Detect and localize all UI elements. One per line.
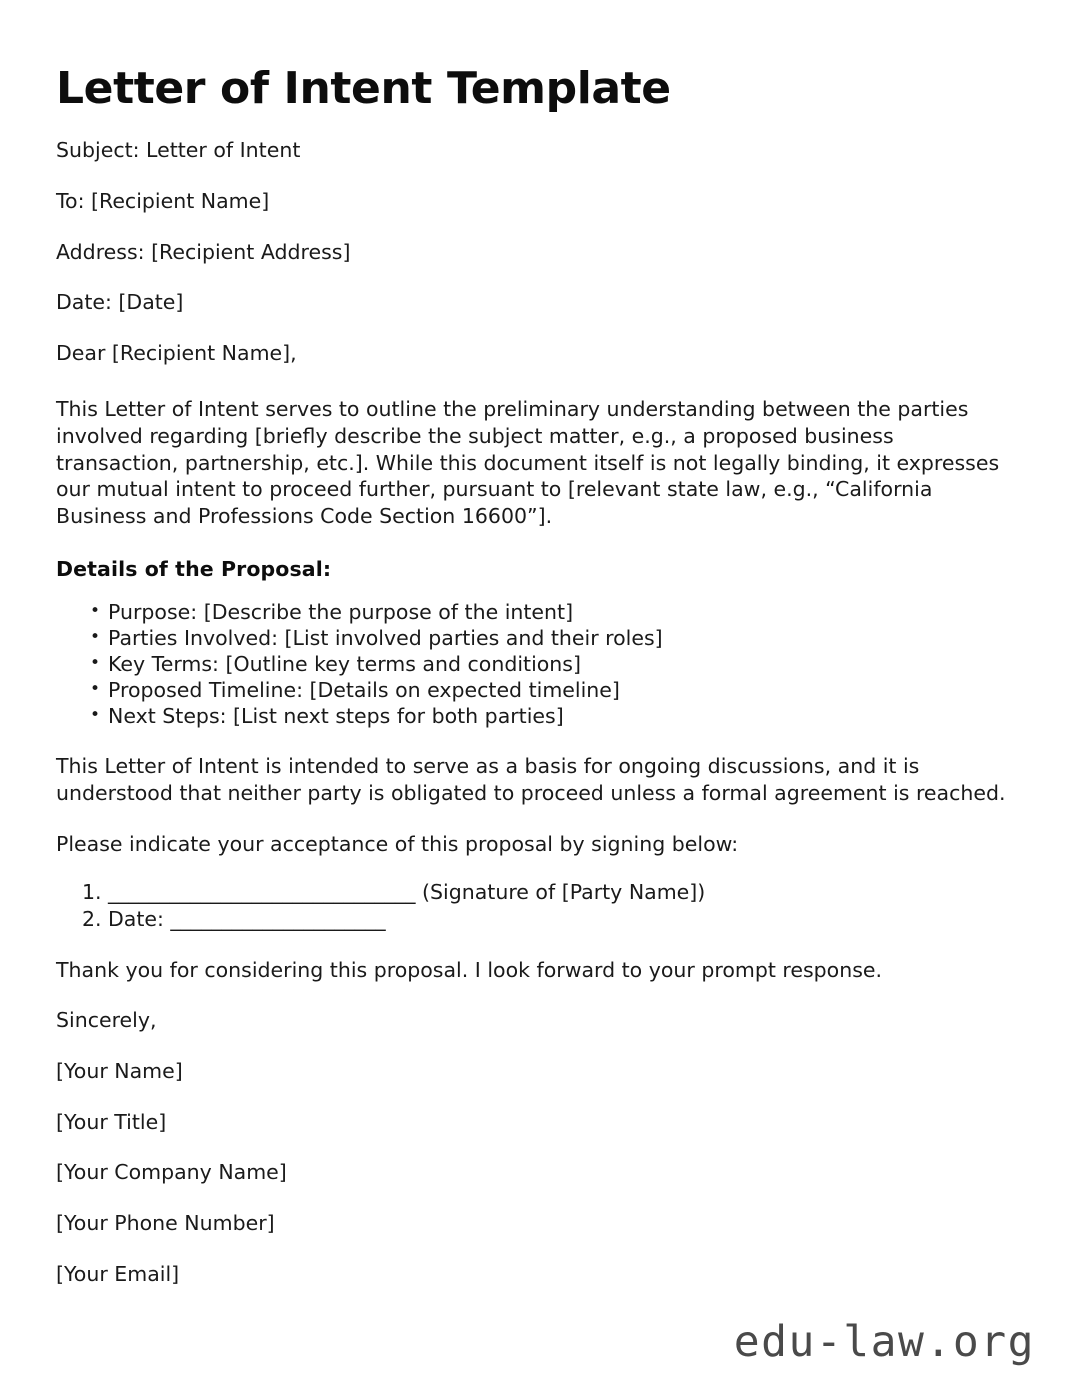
sender-name-line: [Your Name] (56, 1058, 183, 1083)
signature-lines-list (56, 857, 1019, 932)
date-line: Date: [Date] (56, 290, 184, 315)
recipient-name-line: To: [Recipient Name] (56, 188, 270, 213)
acceptance-instruction-paragraph: Please indicate your acceptance of this proposal by signing below: (56, 831, 739, 856)
sender-email-line: [Your Email] (56, 1261, 180, 1286)
site-watermark: edu-law.org (733, 1317, 1035, 1367)
list-item: • Parties Involved: [List involved parties and their roles] (108, 626, 1019, 652)
recipient-address-line: Address: [Recipient Address] (56, 239, 351, 264)
basis-paragraph: This Letter of Intent is intended to serve as a basis for ongoing discussions, and it is understood that neither party is obligated to proceed unless a formal agreement is reached. (56, 754, 1006, 806)
subject-line: Subject: Letter of Intent (56, 138, 301, 163)
salutation-line: Dear [Recipient Name], (56, 340, 297, 365)
sender-company-line: [Your Company Name] (56, 1160, 287, 1185)
sender-title-line: [Your Title] (56, 1109, 167, 1134)
thanks-paragraph: Thank you for considering this proposal. I look forward to your prompt response. (56, 957, 883, 982)
signature-line-item: ______________________________ (Signature of [Party Name]) (108, 880, 706, 905)
intro-paragraph: This Letter of Intent serves to outline the preliminary understanding between the parties involved regarding [briefly describe the subject matter, e.g., a proposed business transaction, partnership, etc.]. While this document itself is not legally binding, it expresses our mutual intent to proceed further, pursuant to [relevant state law, e.g., “California Business and Professions Code Section 16600”]. (56, 397, 1000, 529)
list-item: • Proposed Timeline: [Details on expected timeline] (108, 678, 1019, 704)
signature-date-line-item: Date: _____________________ (108, 907, 386, 932)
list-item: • Key Terms: [Outline key terms and conditions] (108, 652, 1019, 678)
page-title: Letter of Intent Template (56, 63, 671, 114)
list-item: • Purpose: [Describe the purpose of the intent] (108, 600, 1019, 626)
list-item: • Next Steps: [List next steps for both parties] (108, 704, 1019, 730)
closing-line: Sincerely, (56, 1008, 157, 1033)
details-of-proposal-heading: Details of the Proposal: (56, 556, 332, 581)
proposal-details-list (56, 582, 1019, 729)
sender-phone-line: [Your Phone Number] (56, 1210, 275, 1235)
